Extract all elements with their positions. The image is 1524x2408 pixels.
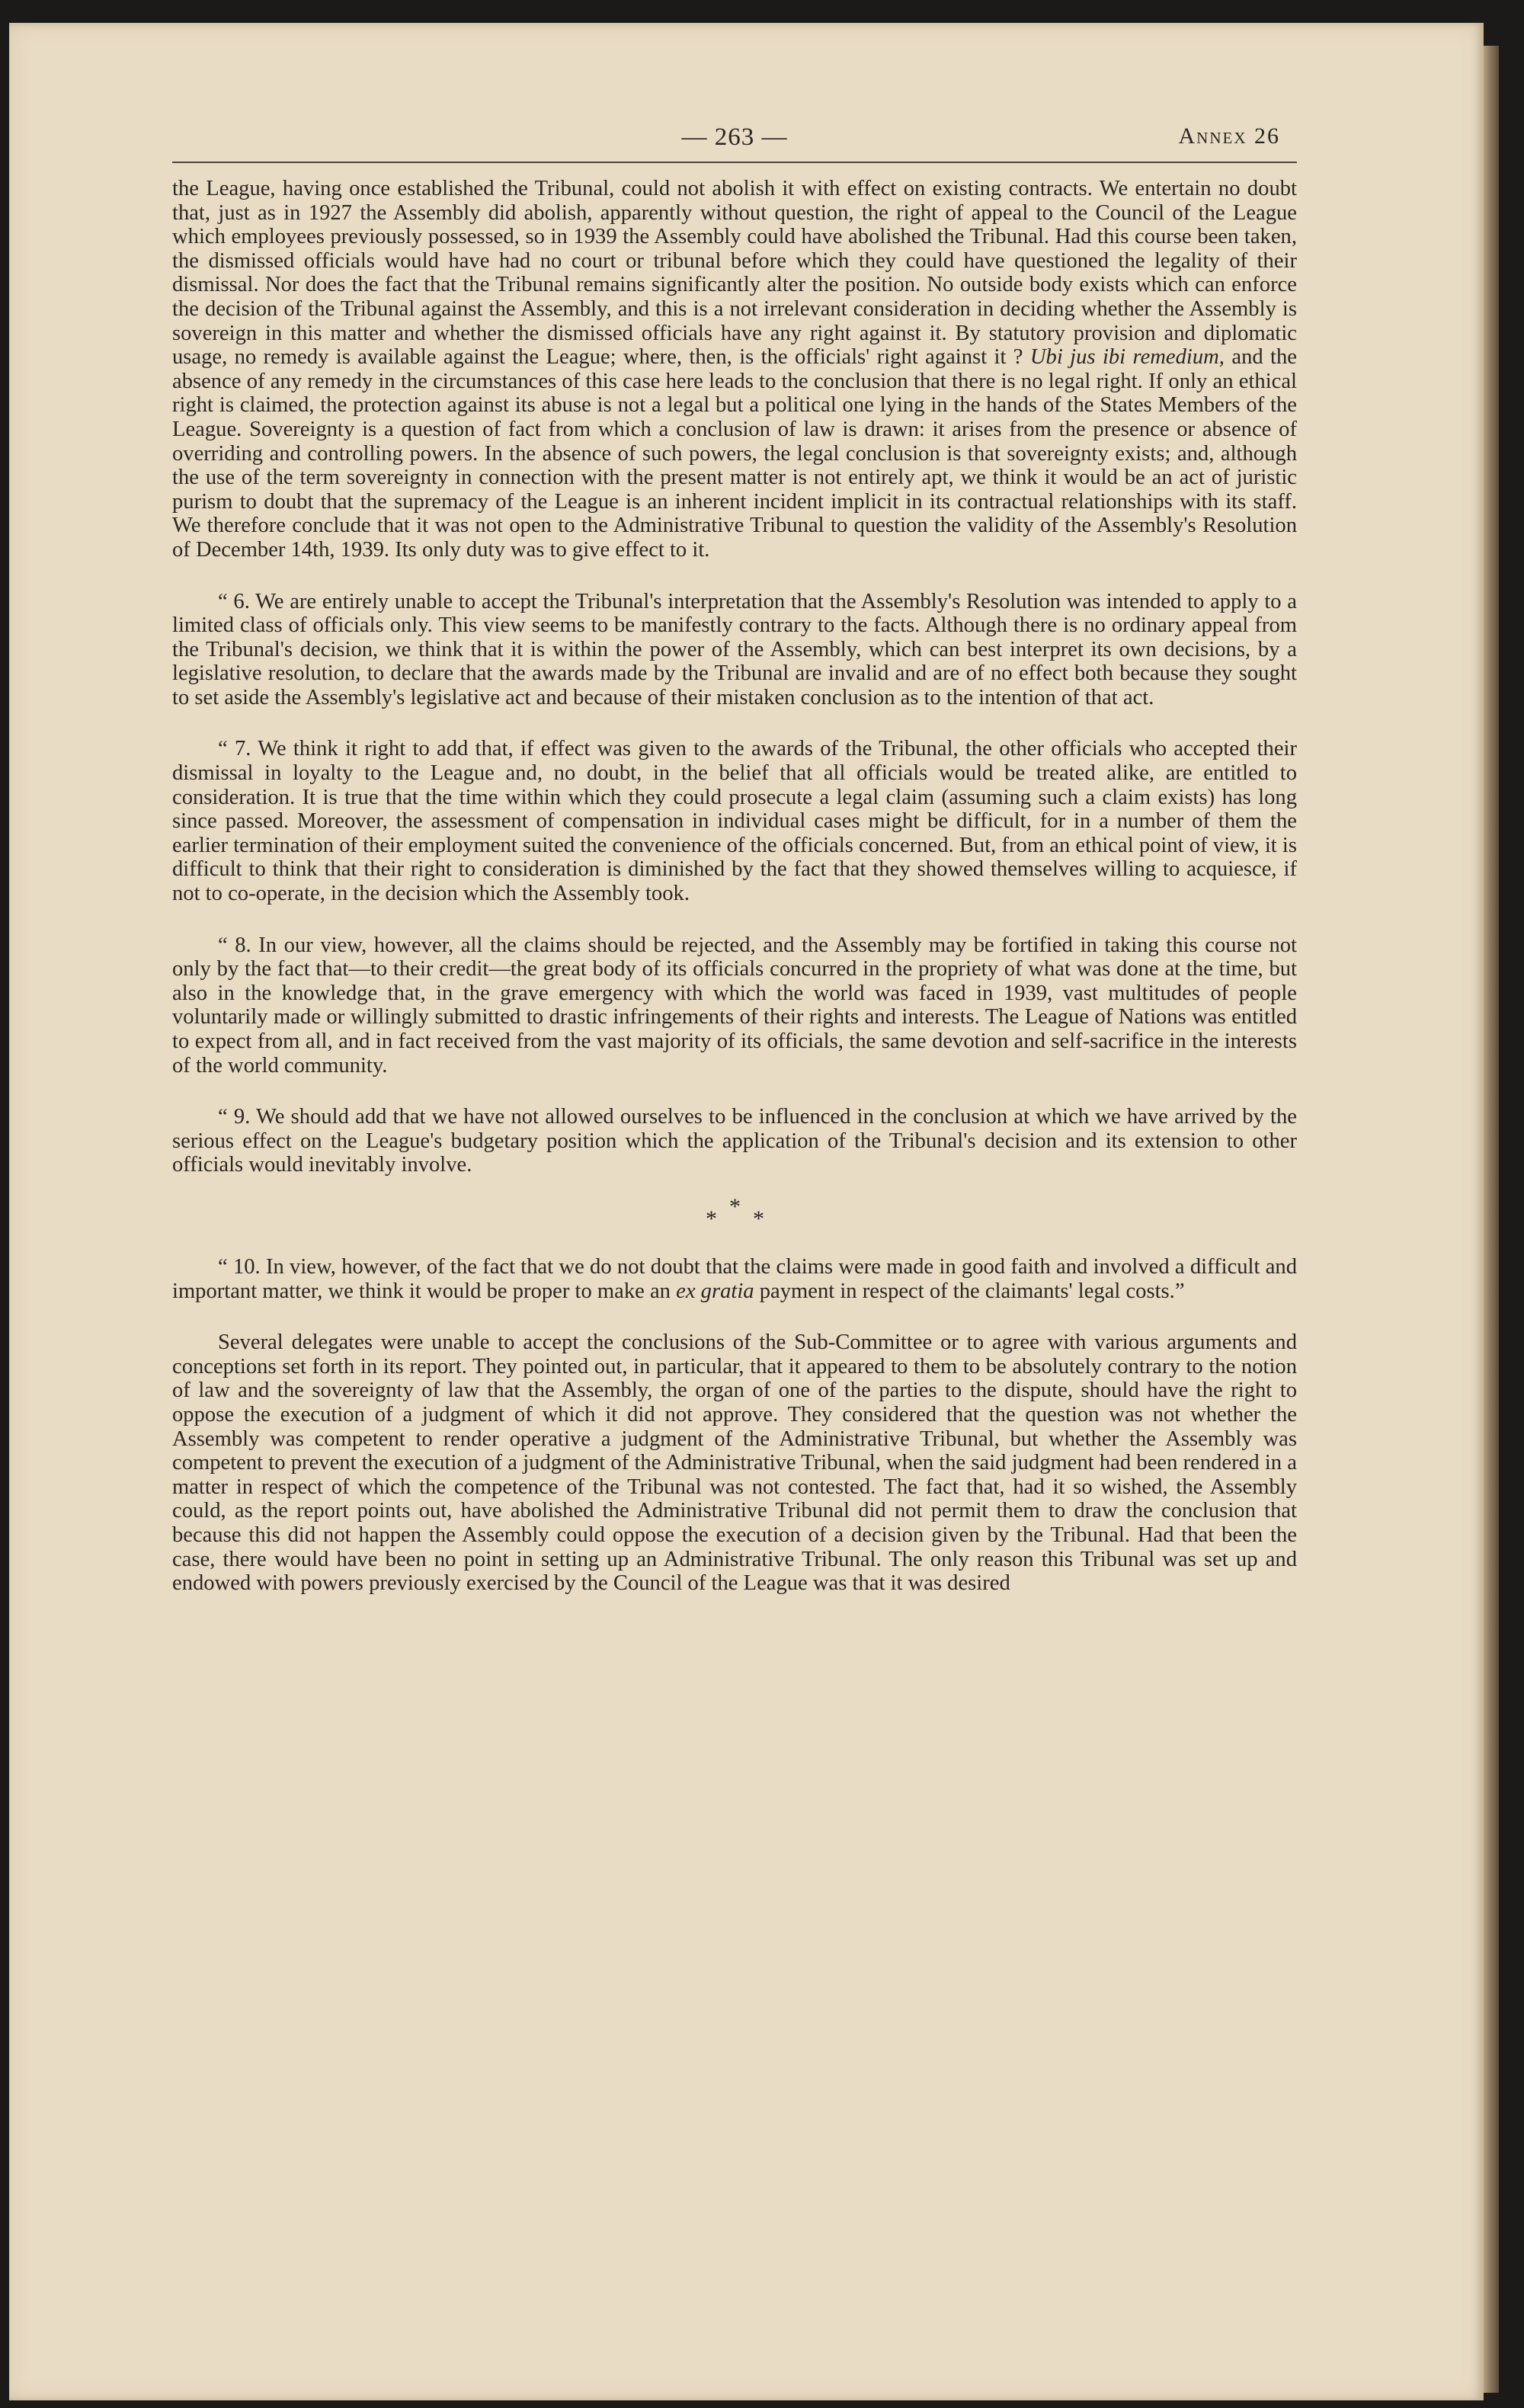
paragraph-text: “ 10. In view, however, of the fact that we do not doubt that the claims were made in good faith and involved a difficult and important matter, we think it would be proper to make an [172,1254,1297,1303]
paragraph-8: “ 8. In our view, however, all the claims should be rejected, and the Assembly may be fortified in taking this course not only by the fact that—to their credit—the great body of its officials concurred in the propriety of what was done at the time, but also in the knowledge that, in the grave emergency with which the world was faced in 1939, vast multitudes of people voluntarily made or willingly submitted to drastic infringements of their rights and interests. The League of Nations was entitled to expect from all, and in fact received from the vast majority of its officials, the same devotion and self-sacrifice in the interests of the world community. [172,933,1297,1078]
asterisk: * [753,1206,764,1231]
page-content [172,114,1297,1596]
section-divider-asterisks [172,1193,1297,1231]
paragraph-10 [172,1255,1297,1303]
paragraph-delegates: Several delegates were unable to accept the conclusions of the Sub-Committee or to agree with various arguments and conceptions set forth in its report. They pointed out, in particular, that it appeared to them to be absolutely contrary to the notion of law and the sovereignty of law that the Assembly, the organ of one of the parties to the dispute, should have the right to oppose the execution of a judgment of which it did not approve. They considered that the question was not whether the Assembly was competent to render operative a judgment of the Administrative Tribunal, but whether the Assembly was competent to prevent the execution of a judgment of the Administrative Tribunal, when the said judgment had been rendered in a matter in respect of which the competence of the Tribunal was not contested. The fact that, had it so wished, the Assembly could, as the report points out, have abolished the Administrative Tribunal did not permit them to draw the conclusion that because this did not happen the Assembly could oppose the execution of a decision given by the Tribunal. Had that been the case, there would have been no point in setting up an Administrative Tribunal. The only reason this Tribunal was set up and endowed with powers previously exercised by the Council of the League was that it was desired [172,1330,1297,1596]
page-edge [1484,46,1499,2393]
paragraph-7: “ 7. We think it right to add that, if effect was given to the awards of the Tribunal, the other officials who accepted their dismissal in loyalty to the League and, no doubt, in the belief that all officials would be treated alike, are entitled to consideration. It is true that the time within which they could prosecute a legal claim (assuming such a claim exists) has long since passed. Moreover, the assessment of compensation in individual cases might be difficult, for in a number of them the earlier termination of their employment suited the convenience of the officials concerned. But, from an ethical point of view, it is difficult to think that their right to consideration is diminished by the fact that they showed themselves willing to acquiesce, if not to co-operate, in the decision which the Assembly took. [172,737,1297,906]
paragraph-text: payment in respect of the claimants' legal costs.” [759,1279,1185,1303]
latin-term: ex gratia [676,1279,754,1303]
paragraph-6: “ 6. We are entirely unable to accept the Tribunal's interpretation that the Assembly's Resolution was intended to apply to a limited class of officials only. This view seems to be manifestly contrary to the facts. Although there is no ordinary appeal from the Tribunal's decision, we think that it is within the power of the Assembly, which can best interpret its own decisions, by a legislative resolution, to declare that the awards made by the Tribunal are invalid and are of no effect both because they sought to set aside the Assembly's legislative act and because of their mistaken conclusion as to the intention of that act. [172,589,1297,709]
asterisk: * [706,1206,717,1231]
paragraph-continuation [172,177,1297,562]
latin-maxim: Ubi jus ibi remedium, [1029,345,1225,370]
paragraph-9: “ 9. We should add that we have not allowed ourselves to be influenced in the conclusion at which we have arrived by the serious effect on the League's budgetary position which the application of the Tribunal's decision and its extension to other officials would inevitably involve. [172,1105,1297,1177]
annex-label: Annex 26 [1178,123,1280,149]
paragraph-text: the League, having once established the Tribunal, could not abolish it with effect on existing contracts. We entertain no doubt that, just as in 1927 the Assembly did abolish, apparently without question, the right of appeal to the Council of the League which employees previously possessed, so in 1939 the Assembly could have abolished the Tribunal. Had this course been taken, the dismissed officials would have had no court or tribunal before which they could have questioned the legality of their dismissal. Nor does the fact that the Tribunal remains significantly alter the position. No outside body exists which can enforce the decision of the Tribunal against the Assembly, and this is a not irrelevant consideration in deciding whether the Assembly is sovereign in this matter and whether the dismissed officials have any right against it. By statutory provision and diplomatic usage, no remedy is available against the League; where, then, is the officials' right against it ? [172,177,1297,370]
page-number: — 263 — [681,123,788,151]
asterisk: * [729,1193,741,1219]
running-head [172,114,1297,163]
paragraph-text: and the absence of any remedy in the circumstances of this case here leads to the conclusion that there is no legal right. If only an ethical right is claimed, the protection against its abuse is not a legal but a political one lying in the hands of the States Members of the League. Sovereignty is a question of fact from which a conclusion of law is drawn: it arises from the presence or absence of overriding and controlling powers. In the absence of such powers, the legal conclusion is that sovereignty exists; and, although the use of the term sovereignty in connection with the present matter is not entirely apt, we think it would be an act of juristic purism to doubt that the supremacy of the League is an inherent incident implicit in its contractual relationships with its staff. We therefore conclude that it was not open to the Administrative Tribunal to question the validity of the Assembly's Resolution of December 14th, 1939. Its only duty was to give effect to it. [172,345,1297,562]
